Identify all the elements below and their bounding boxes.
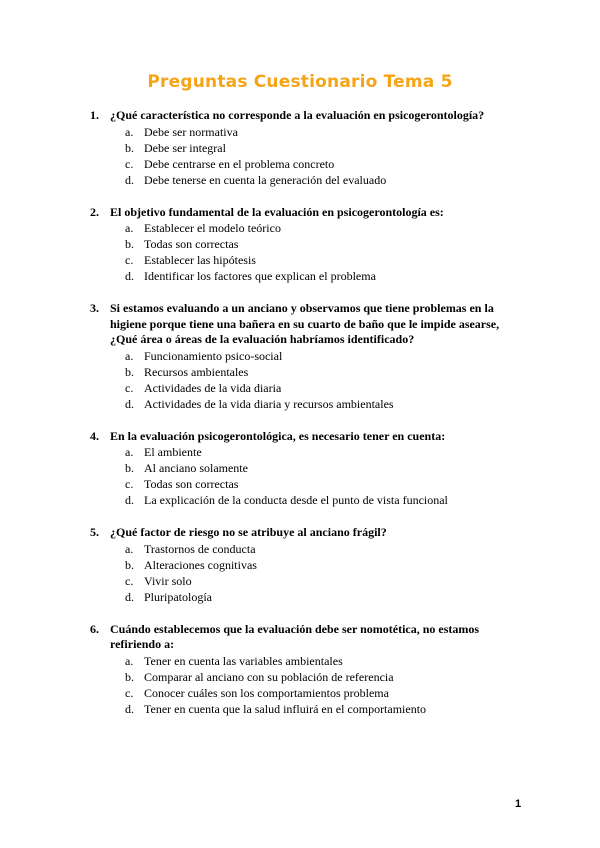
option-letter: b. <box>125 669 134 684</box>
option-text: Debe tenerse en cuenta la generación del evaluado <box>144 172 387 187</box>
option-letter: b. <box>125 461 134 475</box>
answer-option <box>90 460 510 476</box>
question-heading <box>90 525 510 541</box>
option-text: Debe centrarse en el problema concreto <box>144 156 335 171</box>
question-2 <box>90 205 510 285</box>
option-text: Funcionamiento psico-social <box>144 348 283 363</box>
question-heading <box>90 301 510 348</box>
question-number: 5. <box>90 525 99 539</box>
question-number: 2. <box>90 204 99 219</box>
option-text: Al anciano solamente <box>144 461 248 475</box>
answer-option <box>90 380 510 396</box>
question-heading <box>90 108 510 124</box>
answer-option <box>90 589 510 605</box>
answer-option <box>90 492 510 508</box>
answer-option <box>90 476 510 492</box>
answer-option <box>90 236 510 252</box>
option-text: Recursos ambientales <box>144 364 249 379</box>
answer-option <box>90 220 510 236</box>
question-number: 6. <box>90 621 99 636</box>
option-text: Comparar al anciano con su población de referencia <box>144 669 394 684</box>
question-number: 4. <box>90 428 99 443</box>
option-letter: a. <box>125 348 134 363</box>
page-number: 1 <box>515 798 522 810</box>
option-text: Vivir solo <box>144 573 192 588</box>
option-letter: b. <box>125 140 134 155</box>
answer-option <box>90 701 510 717</box>
option-text: La explicación de la conducta desde el punto de vista funcional <box>144 493 448 507</box>
option-text: Tener en cuenta las variables ambientales <box>144 653 343 668</box>
question-heading <box>90 622 510 653</box>
option-list <box>90 541 510 605</box>
option-text: Actividades de la vida diaria <box>144 380 282 395</box>
option-list <box>90 124 510 188</box>
option-text: Todas son correctas <box>144 477 239 491</box>
answer-option <box>90 573 510 589</box>
option-letter: d. <box>125 589 134 604</box>
answer-option <box>90 396 510 412</box>
question-text: El objetivo fundamental de la evaluación en psicogerontología es: <box>110 204 444 219</box>
option-letter: b. <box>125 237 134 251</box>
question-text: Si estamos evaluando a un anciano y observamos que tiene problemas en la higiene porque tiene una bañera en su cuarto de baño que le impide asearse, ¿Qué área o áreas de la evaluación habríamos identificado? <box>110 301 500 346</box>
answer-option <box>90 268 510 284</box>
answer-option <box>90 444 510 460</box>
option-letter: c. <box>125 573 134 588</box>
answer-option <box>90 172 510 188</box>
answer-option <box>90 348 510 364</box>
option-letter: d. <box>125 396 134 411</box>
answer-option <box>90 557 510 573</box>
question-1 <box>90 108 510 188</box>
question-list <box>90 108 510 734</box>
option-text: Debe ser integral <box>144 140 226 155</box>
option-letter: c. <box>125 156 134 171</box>
question-text: ¿Qué factor de riesgo no se atribuye al anciano frágil? <box>110 525 387 539</box>
question-4 <box>90 429 510 509</box>
option-text: Debe ser normativa <box>144 124 238 139</box>
answer-option <box>90 364 510 380</box>
option-letter: a. <box>125 653 134 668</box>
option-list <box>90 220 510 284</box>
option-text: Actividades de la vida diaria y recursos ambientales <box>144 396 394 411</box>
option-text: Conocer cuáles son los comportamientos problema <box>144 685 389 700</box>
question-heading <box>90 205 510 221</box>
option-text: Todas son correctas <box>144 237 239 251</box>
option-text: El ambiente <box>144 445 202 459</box>
option-letter: c. <box>125 477 134 491</box>
option-letter: a. <box>125 541 134 556</box>
option-text: Establecer las hipótesis <box>144 253 256 267</box>
question-3 <box>90 301 510 412</box>
option-letter: a. <box>125 445 134 459</box>
option-letter: a. <box>125 221 134 235</box>
option-letter: b. <box>125 557 134 572</box>
option-letter: c. <box>125 380 134 395</box>
option-list <box>90 444 510 508</box>
option-letter: d. <box>125 172 134 187</box>
option-letter: d. <box>125 269 134 283</box>
question-text: Cuándo establecemos que la evaluación debe ser nomotética, no estamos refiriendo a: <box>110 621 480 651</box>
option-letter: c. <box>125 253 134 267</box>
page-title: Preguntas Cuestionario Tema 5 <box>147 72 453 92</box>
question-heading <box>90 429 510 445</box>
option-text: Trastornos de conducta <box>144 541 256 556</box>
option-text: Identificar los factores que explican el problema <box>144 269 376 283</box>
answer-option <box>90 156 510 172</box>
answer-option <box>90 669 510 685</box>
answer-option <box>90 685 510 701</box>
question-number: 1. <box>90 108 99 122</box>
answer-option <box>90 140 510 156</box>
question-text: ¿Qué característica no corresponde a la evaluación en psicogerontología? <box>110 108 485 122</box>
option-text: Pluripatología <box>144 589 212 604</box>
question-6 <box>90 622 510 717</box>
question-5 <box>90 525 510 605</box>
option-letter: c. <box>125 685 134 700</box>
option-letter: d. <box>125 701 134 716</box>
option-letter: b. <box>125 364 134 379</box>
option-letter: a. <box>125 124 134 139</box>
option-list <box>90 653 510 717</box>
question-text: En la evaluación psicogerontológica, es necesario tener en cuenta: <box>110 428 446 443</box>
answer-option <box>90 541 510 557</box>
option-letter: d. <box>125 493 134 507</box>
answer-option <box>90 252 510 268</box>
option-text: Tener en cuenta que la salud influirá en el comportamiento <box>144 701 427 716</box>
answer-option <box>90 653 510 669</box>
option-text: Establecer el modelo teórico <box>144 221 281 235</box>
option-text: Alteraciones cognitivas <box>144 557 257 572</box>
option-list <box>90 348 510 412</box>
answer-option <box>90 124 510 140</box>
question-number: 3. <box>90 301 99 315</box>
